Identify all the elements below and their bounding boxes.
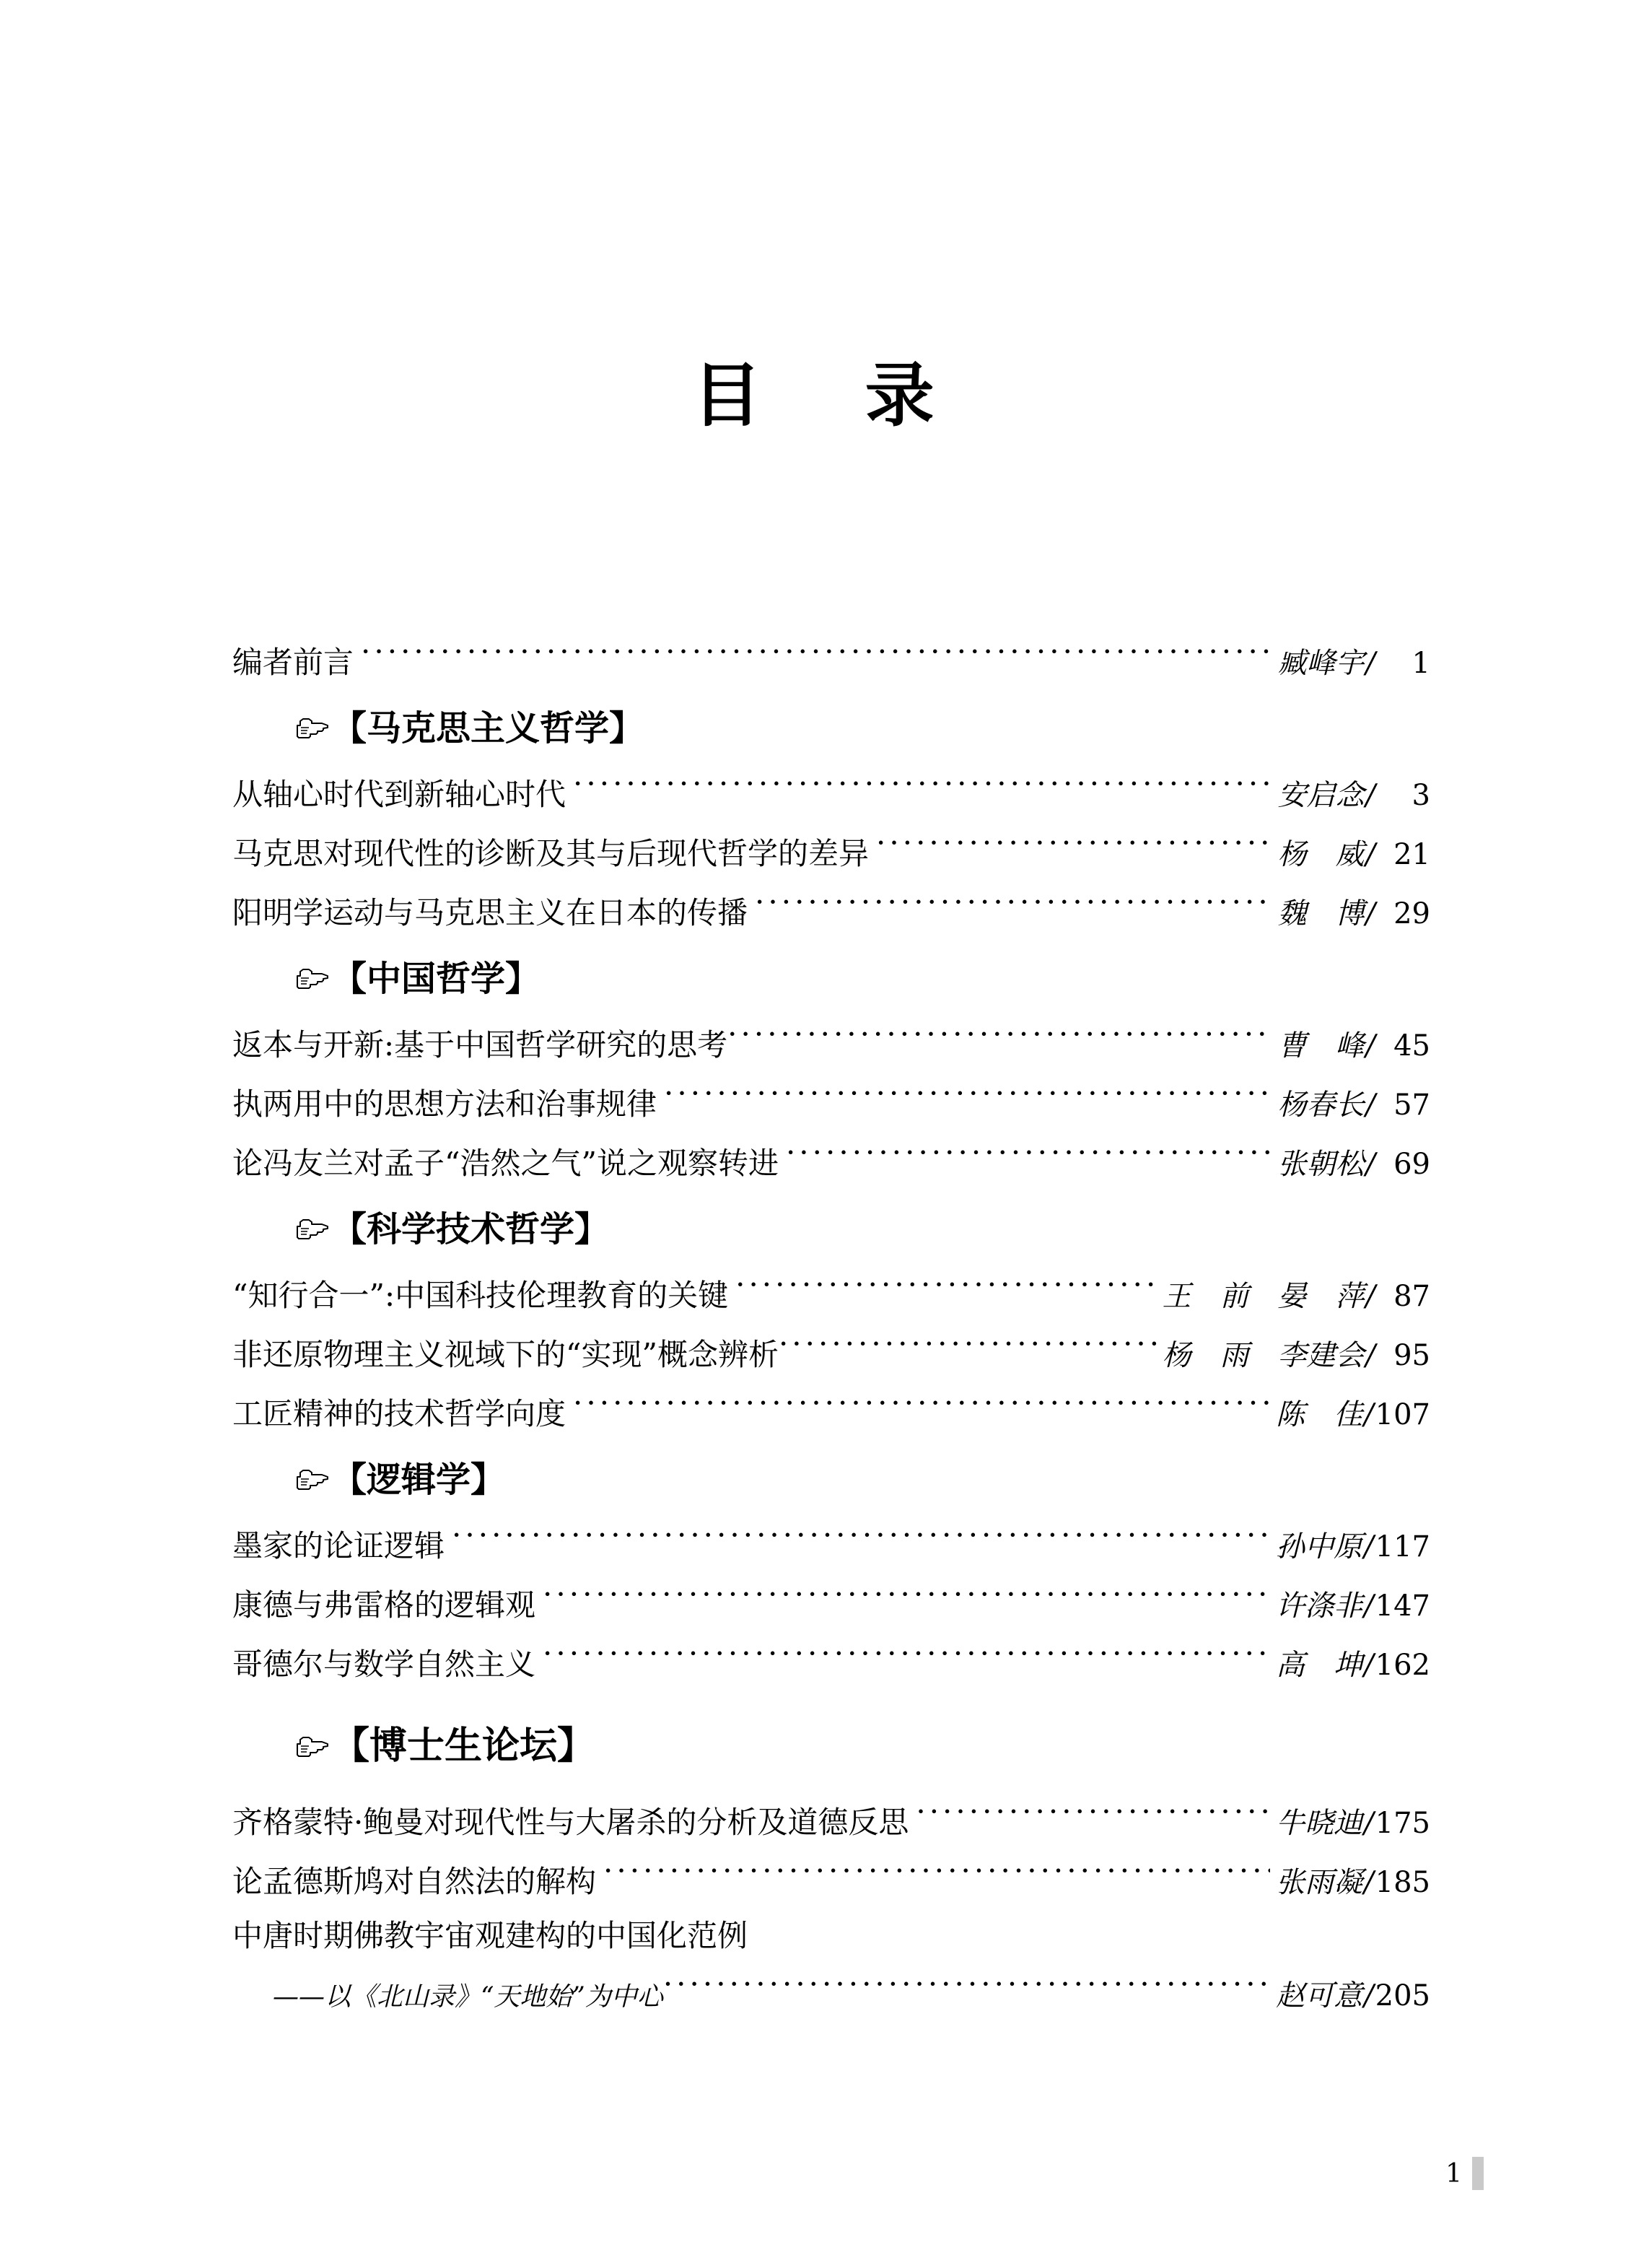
entry-meta [1276,1809,1430,1838]
entry-page-number: 69 [1393,1148,1430,1181]
entry-authors: 安启念 [1277,779,1365,812]
entry-meta [1276,1651,1430,1680]
entry-slash: / [1364,1530,1374,1563]
section-header-label: 【中国哲学】 [332,959,541,999]
entry-slash: / [1364,1807,1374,1840]
dot-leader [779,1335,1157,1365]
entry-page-number: 87 [1393,1280,1430,1313]
entry-page-number: 107 [1375,1398,1430,1431]
dot-leader [452,1526,1270,1556]
toc-entry[interactable] [232,1526,1430,1561]
entry-authors: 牛晓迪 [1276,1807,1363,1840]
entry-meta [1276,1400,1430,1429]
entry-slash: / [1364,1979,1374,2012]
dot-leader [361,642,1272,673]
section-header-chinese-philosophy [232,959,1430,999]
entry-title: 编者前言 [232,645,354,680]
toc-entry[interactable] [232,1335,1430,1370]
entry-page-number: 117 [1375,1530,1430,1563]
toc-entry[interactable] [232,1862,1430,1897]
toc-entry[interactable] [232,1802,1430,1838]
entry-meta [1163,1341,1430,1370]
dot-leader [755,893,1272,923]
toc-entry[interactable] [232,834,1430,869]
entry-meta [1278,1091,1430,1120]
entry-slash: / [1364,1649,1374,1682]
entry-page-number: 57 [1393,1089,1430,1122]
entry-authors: 陈 佳 [1276,1398,1363,1431]
entry-authors: 高 坤 [1276,1649,1363,1682]
entry-page-number: 185 [1375,1866,1430,1899]
section-header-marxist-philosophy [232,708,1430,749]
entry-subtitle: ——以《北山录》“天地始”为中心 [273,1982,663,2012]
entry-slash: / [1365,779,1375,812]
pointing-hand-icon [296,967,329,992]
entry-authors: 曹 峰 [1277,1029,1365,1063]
entry-meta [1278,899,1430,928]
entry-title: 论孟德斯鸠对自然法的解构 [232,1864,597,1899]
toc-entry[interactable] [232,1084,1430,1120]
entry-title: 齐格蒙特·鲍曼对现代性与大屠杀的分析及道德反思 [232,1805,909,1840]
entry-slash: / [1365,1339,1375,1372]
dot-leader [603,1862,1270,1892]
entry-title: 阳明学运动与马克思主义在日本的传播 [232,895,748,930]
dot-leader [786,1143,1272,1174]
entry-page-number: 147 [1375,1589,1430,1623]
toc-entry[interactable] [232,775,1430,810]
dot-leader [663,1975,1270,2005]
entry-title: 从轴心时代到新轴心时代 [232,777,566,812]
entry-page-number: 175 [1375,1807,1430,1840]
page-title: 目 录 [692,354,936,436]
footer-marker-bar [1472,2157,1484,2190]
entry-authors: 张雨凝 [1276,1866,1363,1899]
entry-page-number: 21 [1393,838,1430,871]
toc-entry[interactable] [232,1143,1430,1179]
pointing-hand-icon [296,717,329,741]
entry-slash: / [1365,897,1375,930]
entry-title: 工匠精神的技术哲学向度 [232,1396,566,1431]
entry-slash: / [1365,1029,1375,1063]
pointing-hand-icon [296,1468,329,1493]
entry-meta [1276,1532,1430,1561]
toc-entry[interactable] [232,893,1430,928]
entry-authors: 孙中原 [1276,1530,1363,1563]
entry-title: 非还原物理主义视域下的“实现”概念辨析 [232,1337,779,1372]
entry-slash: / [1365,1280,1375,1313]
dot-leader [727,1025,1272,1055]
entry-title: 返本与开新:基于中国哲学研究的思考 [232,1027,728,1063]
dot-leader [916,1802,1270,1833]
pointing-hand-icon [296,1735,329,1760]
entry-authors: 杨 威 [1277,838,1365,871]
entry-title: 论冯友兰对孟子“浩然之气”说之观察转进 [232,1146,779,1181]
entry-slash: / [1364,1589,1374,1623]
toc-entry[interactable] [232,1275,1430,1311]
entry-title: 中唐时期佛教宇宙观建构的中国化范例 [232,1918,748,1953]
toc-entry-multiline[interactable] [232,1918,1430,2012]
entry-meta [1277,1029,1430,1063]
entry-meta [1276,1981,1430,2010]
dot-leader [664,1084,1272,1115]
entry-slash: / [1365,1148,1375,1181]
dot-leader [573,1394,1270,1424]
entry-meta [1278,840,1430,869]
entry-title: 康德与弗雷格的逻辑观 [232,1587,536,1623]
toc-entry[interactable] [232,1585,1430,1621]
toc-entry-preface[interactable] [232,642,1430,678]
entry-authors: 赵可意 [1276,1979,1363,2012]
entry-slash: / [1364,1866,1374,1899]
dot-leader [543,1644,1270,1675]
section-header-label: 【逻辑学】 [332,1460,506,1500]
entry-title: 哥德尔与数学自然主义 [232,1647,536,1682]
section-header-label: 【马克思主义哲学】 [332,708,644,749]
entry-title: 马克思对现代性的诊断及其与后现代哲学的差异 [232,836,870,871]
toc-content [232,642,1430,2034]
entry-meta [1278,781,1430,810]
entry-page-number: 162 [1375,1649,1430,1682]
entry-authors: 王 前 晏 萍 [1162,1280,1365,1313]
entry-meta [1276,1589,1430,1623]
entry-authors: 杨 雨 李建会 [1162,1339,1365,1372]
dot-leader [543,1585,1270,1615]
entry-slash: / [1365,647,1375,680]
entry-slash: / [1365,1089,1375,1122]
entry-page-number: 45 [1393,1029,1430,1063]
dot-leader [573,775,1272,805]
entry-subtitle-row[interactable] [232,1975,1430,2010]
entry-authors: 张朝松 [1277,1148,1365,1181]
section-header-logic [232,1460,1430,1500]
pointing-hand-icon [296,1218,329,1242]
section-header-label: 【科学技术哲学】 [332,1209,610,1249]
entry-meta [1278,1150,1430,1179]
toc-entry[interactable] [232,1644,1430,1680]
entry-meta [1276,1868,1430,1897]
entry-meta [1163,1282,1430,1311]
toc-entry[interactable] [232,1025,1430,1063]
entry-page-number: 205 [1375,1979,1430,2012]
dot-leader [735,1275,1156,1306]
dot-leader [876,834,1272,864]
entry-slash: / [1365,838,1375,871]
entry-title: 墨家的论证逻辑 [232,1528,445,1563]
section-header-philosophy-of-science-technology [232,1209,1430,1249]
entry-slash: / [1364,1398,1374,1431]
entry-authors: 魏 博 [1277,897,1365,930]
entry-authors: 臧峰宇 [1277,647,1365,680]
section-header-label: 【博士生论坛】 [332,1724,595,1768]
entry-page-number: 3 [1412,779,1430,812]
entry-meta [1278,649,1430,678]
entry-title: 执两用中的思想方法和治事规律 [232,1086,657,1122]
entry-title: “知行合一”:中国科技伦理教育的关键 [232,1278,729,1313]
footer-page-number: 1 [1445,2158,1462,2189]
entry-page-number: 1 [1412,647,1430,680]
entry-page-number: 29 [1393,897,1430,930]
section-header-doctoral-forum [232,1724,1430,1768]
entry-page-number: 95 [1393,1339,1430,1372]
toc-entry[interactable] [232,1394,1430,1429]
entry-authors: 杨春长 [1277,1089,1365,1122]
entry-authors: 许涤非 [1276,1589,1363,1623]
page-footer [1445,2157,1484,2190]
